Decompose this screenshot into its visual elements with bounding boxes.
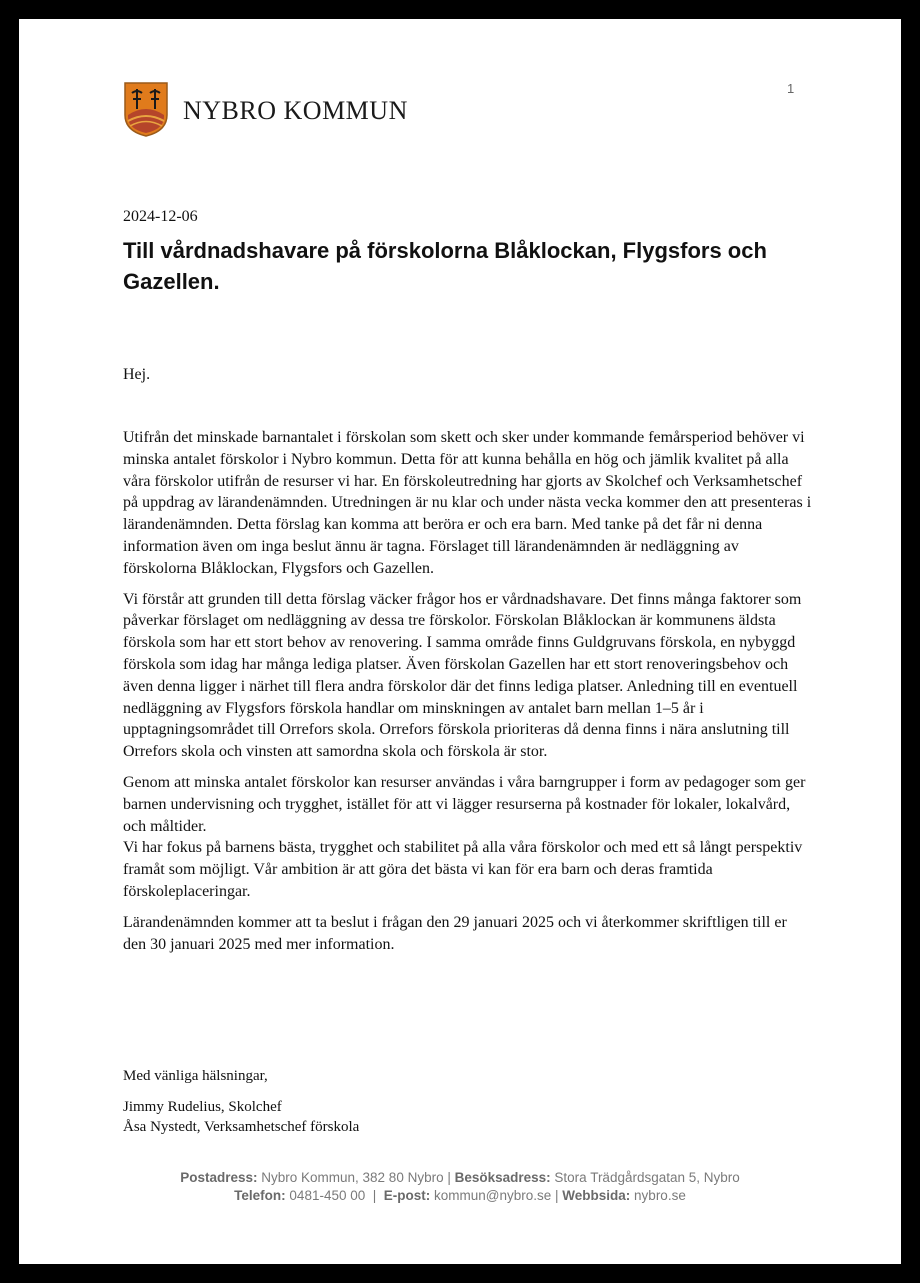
postal-value: Nybro Kommun, 382 80 Nybro | <box>257 1170 455 1185</box>
letter-title: Till vårdnadshavare på förskolorna Blåklockan, Flygsfors och Gazellen. <box>123 238 767 294</box>
signature-line: Jimmy Rudelius, Skolchef <box>123 1099 282 1115</box>
paragraph: Lärandenämnden kommer att ta beslut i frågan den 29 januari 2025 och vi återkommer skriftligen till er den 30 januari 2025 med mer information. <box>123 913 787 953</box>
paragraph: Vi har fokus på barnens bästa, trygghet och stabilitet på alla våra förskolor och med ett så långt perspektiv framåt som möjligt. Vår ambition är att göra det bästa vi kan för era barn och deras framtida förskoleplaceringar. <box>123 839 803 900</box>
phone-value: 0481-450 00 | <box>285 1188 384 1203</box>
visit-label: Besöksadress: <box>454 1170 551 1185</box>
footer-address-line <box>19 1169 901 1187</box>
phone-label: Telefon: <box>234 1188 286 1203</box>
coat-of-arms-icon <box>123 81 169 137</box>
web-label: Webbsida: <box>562 1188 631 1203</box>
paragraph: Utifrån det minskade barnantalet i förskolan som skett och sker under kommande femårsperiod behöver vi minska antalet förskolor i Nybro kommun. Detta för att kunna behålla en hög och jämlik kvalitet på alla våra förskolor utifrån de resurser vi har. En förskoleutredning har gjorts av Skolchef och Verksamhetschef på uppdrag av lärandenämnden. Utredningen är nu klar och under nästa vecka kommer den att presenteras i lärandenämnden. Detta förslag kan komma att beröra er och era barn. Med tanke på det får ni denna information även om inga beslut ännu är tagna. Förslaget till lärandenämnden är nedläggning av förskolorna Blåklockan, Flygsfors och Gazellen. <box>123 429 812 577</box>
page-number: 1 <box>787 81 795 96</box>
email-value: kommun@nybro.se | <box>430 1188 563 1203</box>
letter-date: 2024-12-06 <box>123 208 198 225</box>
closing: Med vänliga hälsningar, <box>123 1068 268 1084</box>
paragraph: Genom att minska antalet förskolor kan resurser användas i våra barngrupper i form av pedagoger som ger barnen undervisning och trygghet, istället för att vi lägger resurserna på kostnader för lokaler, lokalvård, och måltider. <box>123 773 806 835</box>
greeting: Hej. <box>123 366 151 383</box>
footer <box>19 1169 901 1205</box>
org-name: NYBRO KOMMUN <box>183 96 408 125</box>
postal-label: Postadress: <box>180 1170 258 1185</box>
letter-body <box>123 427 813 964</box>
web-value: nybro.se <box>630 1188 686 1203</box>
visit-value: Stora Trädgårdsgatan 5, Nybro <box>550 1170 740 1185</box>
signature-line: Åsa Nystedt, Verksamhetschef förskola <box>123 1119 360 1135</box>
footer-contact-line <box>19 1187 901 1205</box>
document-page <box>19 19 901 1264</box>
paragraph: Vi förstår att grunden till detta förslag väcker frågor hos er vårdnadshavare. Det finns många faktorer som påverkar förslaget om nedläggning av dessa tre förskolor. Förskolan Blåklockan är kommunens äldsta förskola som har ett stort behov av renovering. I samma område finns Guldgruvans förskola, en nybyggd förskola som idag har många lediga platser. Även förskolan Gazellen har ett stort renoveringsbehov och även denna ligger i närhet till flera andra förskolor där det finns lediga platser. Anledning till en eventuell nedläggning av Flygsfors förskola handlar om minskningen av antalet barn mellan 1–5 år i upptagningsområdet till Orrefors skola. Orrefors förskola prioriteras då denna finns i nära anslutning till Orrefors skola och vinsten att samordna skola och förskola är stor. <box>123 590 802 761</box>
email-label: E-post: <box>383 1188 431 1203</box>
municipality-logo <box>123 81 408 137</box>
